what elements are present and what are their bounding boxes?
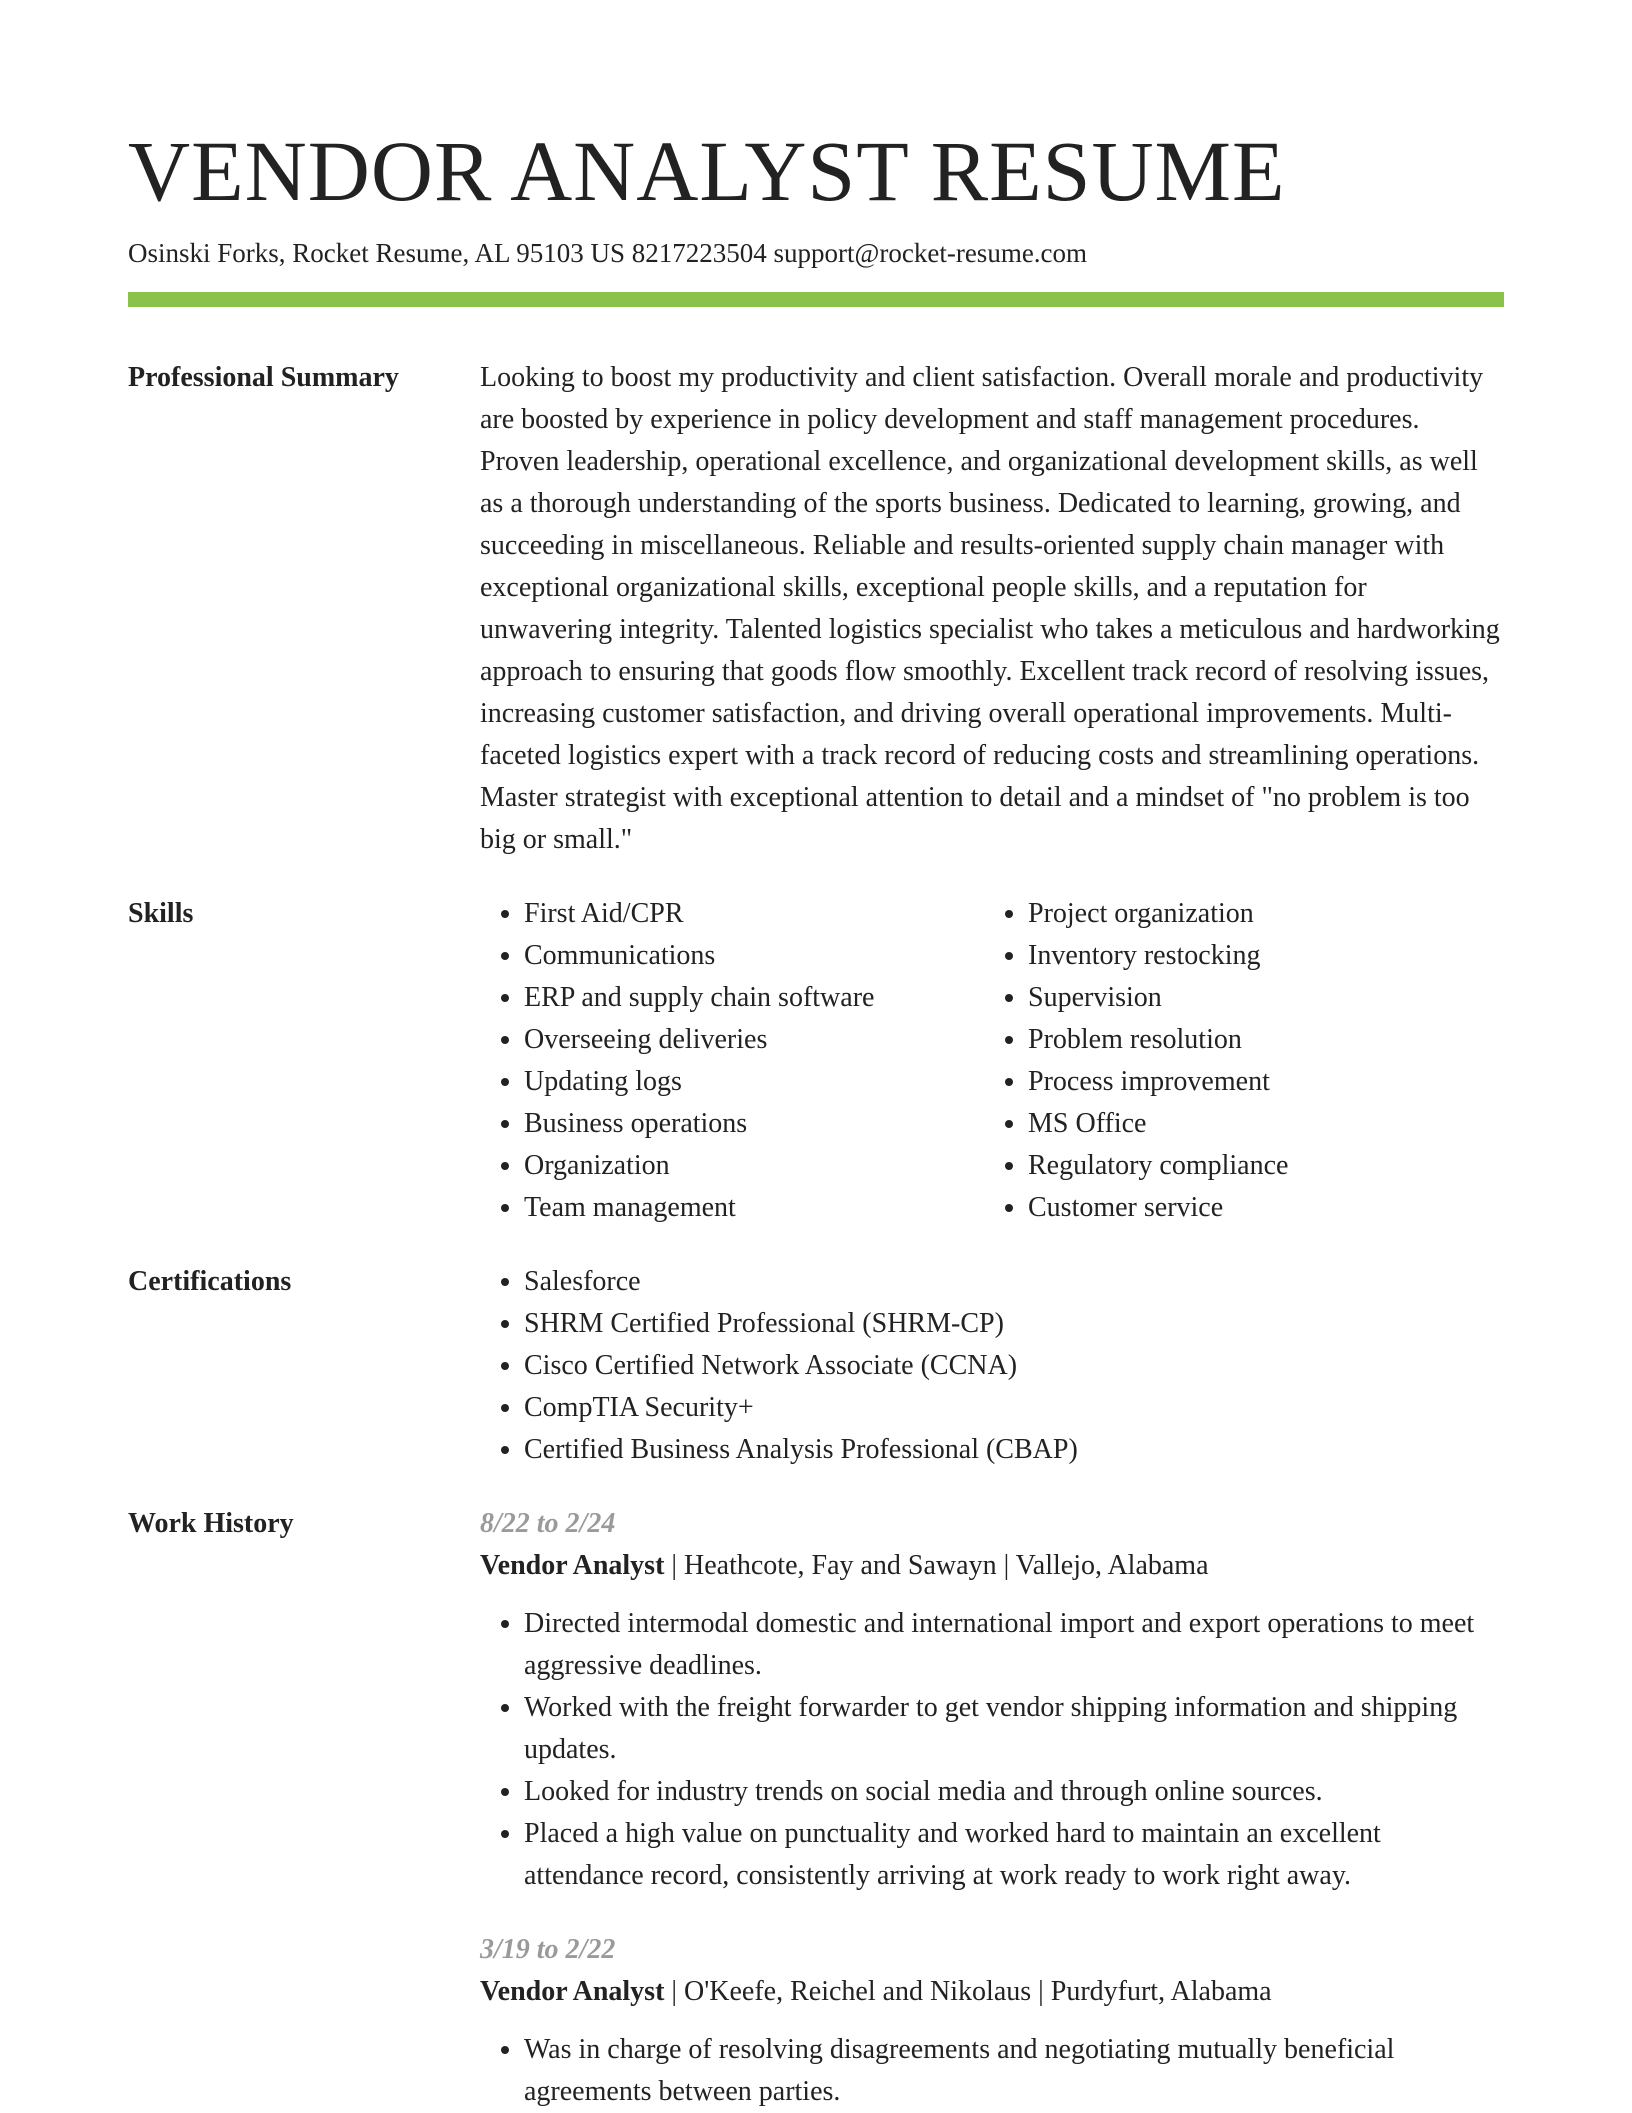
- section-label-skills: Skills: [128, 898, 194, 929]
- skill-item: • Supervision: [1028, 977, 1488, 1019]
- job-entry: [480, 1503, 1504, 1897]
- certification-item: • CompTIA Security+: [524, 1387, 1504, 1429]
- skills-list-left: [480, 893, 984, 1229]
- accent-divider: [128, 292, 1504, 307]
- job-heading: [480, 1545, 1504, 1587]
- skill-item: • MS Office: [1028, 1103, 1488, 1145]
- skill-item: • Overseeing deliveries: [524, 1019, 984, 1061]
- skill-item: • Problem resolution: [1028, 1019, 1488, 1061]
- job-details: | Heathcote, Fay and Sawayn | Vallejo, Alabama: [664, 1550, 1209, 1581]
- job-details: | O'Keefe, Reichel and Nikolaus | Purdyfurt, Alabama: [664, 1976, 1272, 2007]
- skill-item: • Inventory restocking: [1028, 935, 1488, 977]
- skill-item: • Communications: [524, 935, 984, 977]
- certification-item: • Salesforce: [524, 1261, 1504, 1303]
- certification-item: • Cisco Certified Network Associate (CCNA): [524, 1345, 1504, 1387]
- summary-text: Looking to boost my productivity and client satisfaction. Overall morale and productivity are boosted by experience in policy development and staff management procedures. Proven leadership, operational excellence, and organizational development skills, as well as a thorough understanding of the sports business. Dedicated to learning, growing, and succeeding in miscellaneous. Reliable and results-oriented supply chain manager with exceptional organizational skills, exceptional people skills, and a reputation for unwavering integrity. Talented logistics specialist who takes a meticulous and hardworking approach to ensuring that goods flow smoothly. Excellent track record of resolving issues, increasing customer satisfaction, and driving overall operational improvements. Multi-faceted logistics expert with a track record of reducing costs and streamlining operations. Master strategist with exceptional attention to detail and a mindset of "no problem is too big or small.": [480, 362, 1500, 855]
- work-history-body: [480, 1503, 1504, 2113]
- section-professional-summary: [128, 357, 1504, 861]
- certifications-list: [480, 1261, 1504, 1471]
- summary-body: [480, 357, 1504, 861]
- skills-column-right: [984, 893, 1488, 1229]
- job-entry: [480, 1929, 1504, 2113]
- section-label-work-history: Work History: [128, 1508, 294, 1539]
- skill-item: • Team management: [524, 1187, 984, 1229]
- skills-column-left: [480, 893, 984, 1229]
- skill-item: • Organization: [524, 1145, 984, 1187]
- job-dates: 3/19 to 2/22: [480, 1934, 616, 1965]
- skill-item: • First Aid/CPR: [524, 893, 984, 935]
- job-dates: 8/22 to 2/24: [480, 1508, 616, 1539]
- job-heading: [480, 1971, 1504, 2013]
- skill-item: • ERP and supply chain software: [524, 977, 984, 1019]
- skill-item: • Regulatory compliance: [1028, 1145, 1488, 1187]
- contact-address: Osinski Forks, Rocket Resume, AL 95103 US: [128, 238, 626, 268]
- section-certifications: [128, 1261, 1504, 1471]
- job-bullet: • Was in charge of resolving disagreements and negotiating mutually beneficial agreements between parties.: [524, 2029, 1504, 2113]
- skill-item: • Process improvement: [1028, 1061, 1488, 1103]
- job-bullet: • Worked with the freight forwarder to get vendor shipping information and shipping updates.: [524, 1687, 1504, 1771]
- job-bullets: [480, 2029, 1504, 2113]
- certifications-body: [480, 1261, 1504, 1471]
- section-label-certifications: Certifications: [128, 1266, 292, 1297]
- section-skills: [128, 893, 1504, 1229]
- contact-phone: 8217223504: [631, 238, 767, 268]
- job-bullets: [480, 1603, 1504, 1897]
- job-bullet: • Looked for industry trends on social media and through online sources.: [524, 1771, 1504, 1813]
- certification-item: • Certified Business Analysis Professional (CBAP): [524, 1429, 1504, 1471]
- skills-list-right: [984, 893, 1488, 1229]
- job-bullet: • Placed a high value on punctuality and worked hard to maintain an excellent attendance record, consistently arriving at work ready to work right away.: [524, 1813, 1504, 1897]
- contact-email: support@rocket-resume.com: [773, 238, 1088, 268]
- skill-item: • Project organization: [1028, 893, 1488, 935]
- job-title: Vendor Analyst: [480, 1550, 665, 1581]
- skills-body: [480, 893, 1504, 1229]
- job-title: Vendor Analyst: [480, 1976, 665, 2007]
- skills-columns: [480, 893, 1504, 1229]
- skill-item: • Customer service: [1028, 1187, 1488, 1229]
- resume-title: VENDOR ANALYST RESUME: [128, 123, 1286, 219]
- section-label-summary: Professional Summary: [128, 362, 399, 393]
- skill-item: • Updating logs: [524, 1061, 984, 1103]
- skill-item: • Business operations: [524, 1103, 984, 1145]
- section-work-history: [128, 1503, 1504, 2113]
- job-bullet: • Directed intermodal domestic and international import and export operations to meet aggressive deadlines.: [524, 1603, 1504, 1687]
- certification-item: • SHRM Certified Professional (SHRM-CP): [524, 1303, 1504, 1345]
- contact-line: [128, 234, 1504, 272]
